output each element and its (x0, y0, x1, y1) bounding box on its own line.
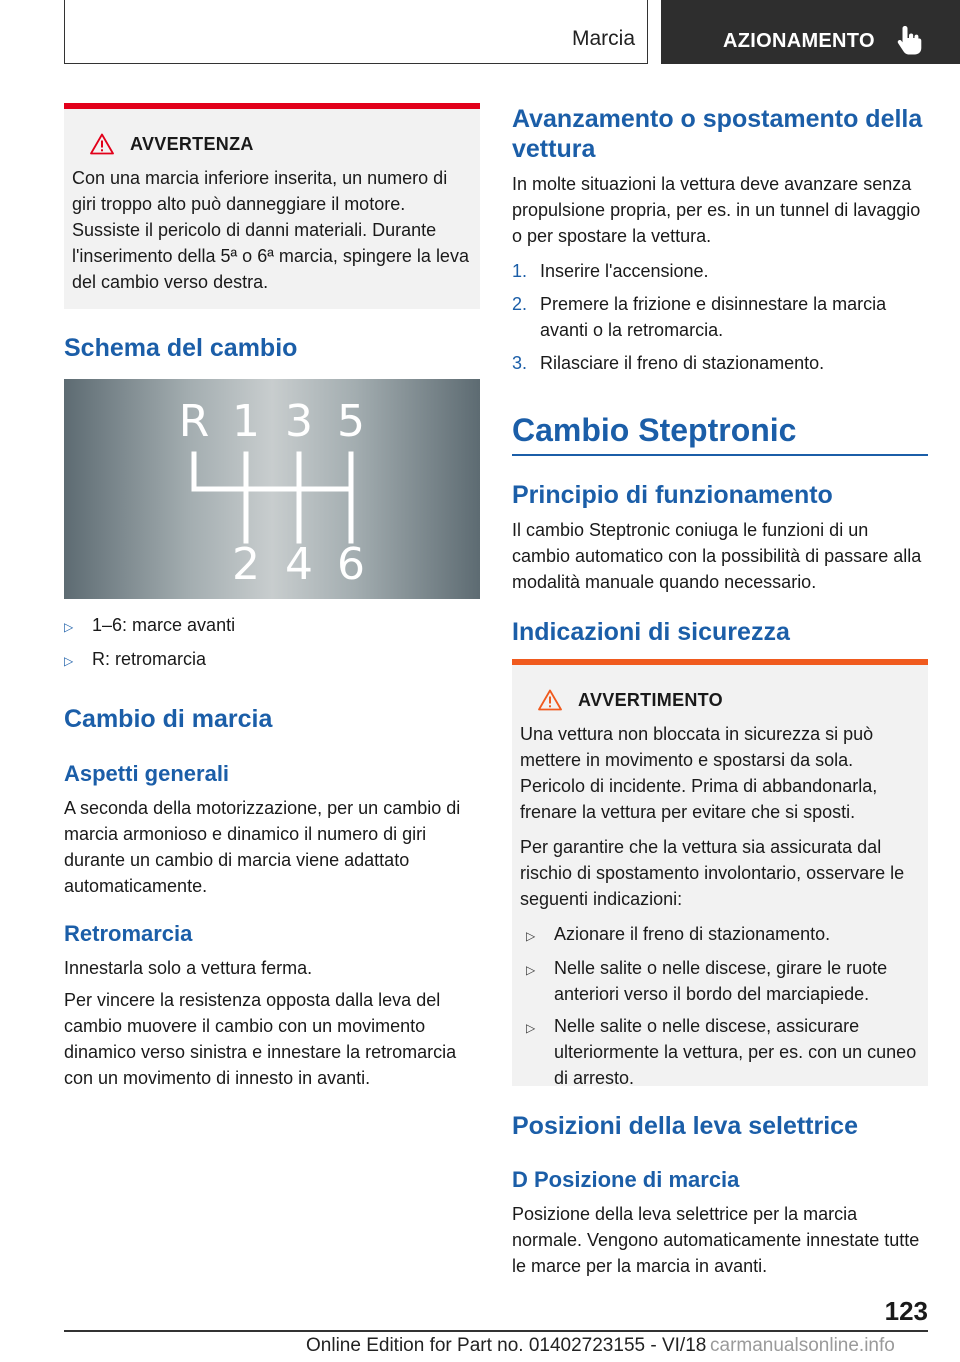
gear-label: 4 (285, 539, 313, 590)
gear-label: 2 (232, 539, 260, 590)
retro-text-1: Innestarla solo a vettura ferma. (64, 958, 313, 978)
triangle-bullet-icon: ▷ (526, 1021, 536, 1035)
principio-text: Il cambio Steptronic coniuga le funzioni di un cambio automatico con la possibilità di passare alla modalità manuale quando necessario. (512, 520, 922, 592)
gear-label: 5 (337, 396, 365, 447)
aspetti-text: A seconda della motorizzazione, per un cambio di marcia armonioso e dinamico il numero di giri durante un cambio di marcia viene adattato automaticamente. (64, 798, 461, 896)
warning-triangle-icon (538, 689, 562, 711)
list-item: 2. Premere la frizione e disinnestare la marcia avanti o la retromarcia. (512, 294, 887, 340)
list-item: ▷ R: retromarcia (64, 646, 480, 674)
heading-cambio-steptronic: Cambio Steptronic (512, 412, 797, 448)
warning-text: Con una marcia inferiore inserita, un numero di giri troppo alto può danneggiare il motore. Sussiste il pericolo di danni materiali. Durante l'inserimento della 5ª o 6ª marcia, spingere la leva del cambio verso destra. (72, 168, 469, 292)
retro-text-2: Per vincere la resistenza opposta dalla leva del cambio muovere il cambio con un movimento dinamico verso sinistra e innestare la retromarcia con un movimento di innesto in avanti. (64, 990, 457, 1088)
list-item: ▷ Azionare il freno di stazionamento. (526, 921, 920, 949)
chapter-title: Marcia (571, 27, 635, 50)
triangle-bullet-icon: ▷ (64, 654, 74, 668)
gear-label: 1 (232, 396, 260, 447)
gear-pattern-graphic (64, 379, 480, 599)
heading-retromarcia: Retromarcia (64, 921, 193, 946)
heading-aspetti-generali: Aspetti generali (64, 761, 230, 786)
heading-indicazioni-di-sicurezza: Indicazioni di sicurezza (512, 618, 790, 646)
list-item: 3. Rilasciare il freno di stazionamento. (512, 353, 825, 373)
hand-pointer-icon (895, 24, 923, 56)
heading-schema-del-cambio: Schema del cambio (64, 334, 298, 362)
footer-rule (64, 1330, 928, 1332)
heading-d-posizione-di-marcia: D Posizione di marcia (512, 1167, 740, 1192)
avanzamento-text: In molte situazioni la vettura deve avanzare senza propulsione propria, per es. in un tunnel di lavaggio o per spostare la vettura. (512, 174, 921, 246)
list-item: ▷ 1–6: marce avanti (64, 612, 480, 640)
warning-box-avvertimento (512, 659, 928, 1086)
schema-bullet-list (64, 612, 480, 680)
gear-label: 6 (337, 539, 365, 590)
section-title: AZIONAMENTO (723, 30, 875, 52)
gear-label: 3 (285, 396, 313, 447)
heading-cambio-di-marcia: Cambio di marcia (64, 705, 273, 733)
warning-title: AVVERTIMENTO (578, 689, 723, 710)
triangle-bullet-icon: ▷ (64, 620, 74, 634)
d-text: Posizione della leva selettrice per la marcia normale. Vengono automaticamente innestate tutte le marce per la marcia in avanti. (512, 1204, 920, 1276)
triangle-bullet-icon: ▷ (526, 963, 536, 977)
heading-principio-di-funzionamento: Principio di funzionamento (512, 481, 833, 509)
gear-label: R (178, 396, 210, 447)
list-item: ▷ Nelle salite o nelle discese, assicurare ulteriormente la vettura, per es. con un cuneo di arresto. (526, 1013, 920, 1091)
heading-avanzamento: Avanzamento o spostamento della vettura (512, 105, 923, 163)
warning-title: AVVERTENZA (130, 133, 254, 154)
warning-text-2: Per garantire che la vettura sia assicurata dal rischio di spostamento involontario, osservare le seguenti indicazioni: (520, 837, 905, 909)
list-item: 1. Inserire l'accensione. (512, 261, 709, 281)
heading-posizioni-leva: Posizioni della leva selettrice (512, 1112, 858, 1140)
warning-bullet-list (520, 921, 920, 1091)
warning-triangle-icon (90, 133, 114, 155)
list-item: ▷ Nelle salite o nelle discese, girare le ruote anteriori verso il bordo del marciapiede. (526, 955, 920, 1007)
heading-underline (512, 454, 928, 456)
footer-edition: Online Edition for Part no. 01402723155 - VI/18 (306, 1335, 707, 1356)
warning-text-1: Una vettura non bloccata in sicurezza si può mettere in movimento e spostarsi da sola. Pericolo di incidente. Prima di abbandonarla, frenare la vettura per evitare che si sposti. (520, 724, 878, 822)
footer-watermark: carmanualsonline.info (710, 1335, 895, 1356)
steps-list (512, 258, 928, 383)
warning-box-avvertenza (64, 103, 480, 309)
triangle-bullet-icon: ▷ (526, 929, 536, 943)
header-section-box (661, 0, 960, 64)
page-number: 123 (884, 1296, 928, 1326)
header-chapter-box (64, 0, 648, 64)
gear-shift-diagram-image (64, 379, 480, 599)
